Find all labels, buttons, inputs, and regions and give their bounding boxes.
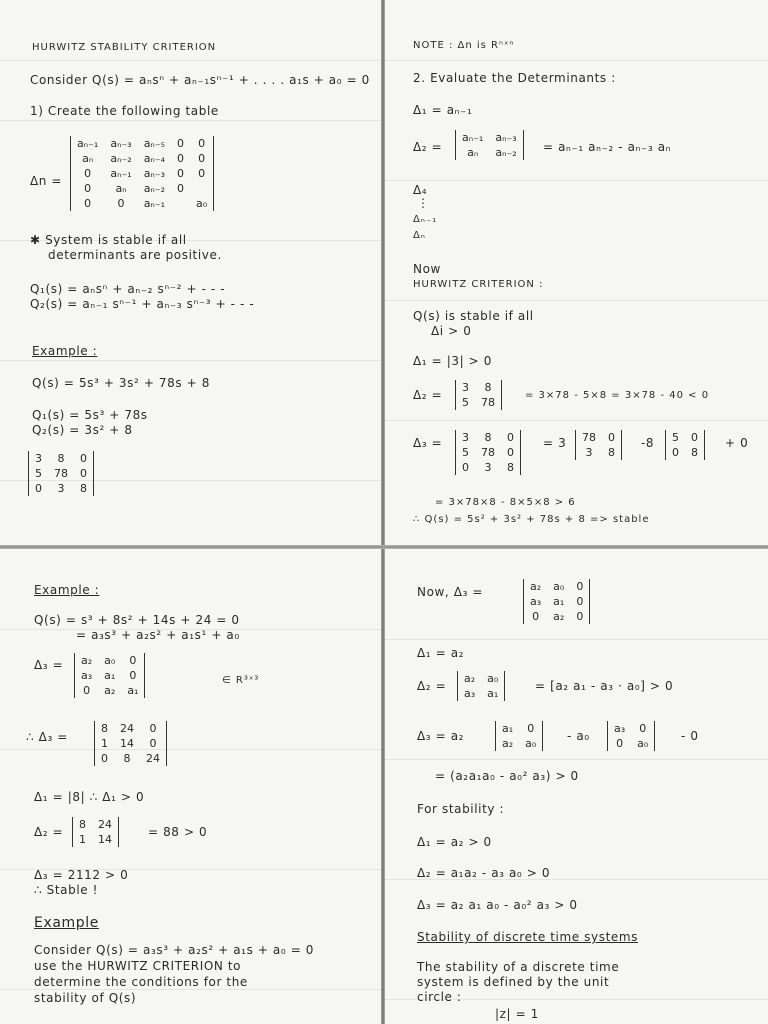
general-minor-1-cell: a₂ bbox=[502, 737, 514, 750]
hurwitz-table-matrix bbox=[70, 136, 214, 211]
general-minor-2-cell: 0 bbox=[616, 737, 624, 750]
discrete-text-3: circle : bbox=[417, 990, 462, 1004]
general-delta-3-cell: 0 bbox=[532, 610, 540, 623]
minor-1-table bbox=[576, 430, 621, 460]
example-heading-3: Example bbox=[34, 915, 99, 931]
delta-2-matrix bbox=[455, 130, 524, 160]
stability-condition-1: Δ₁ = a₂ > 0 bbox=[417, 835, 492, 849]
example-2-delta-3-row bbox=[75, 653, 144, 668]
general-delta-2-table bbox=[458, 671, 504, 701]
for-stability-label: For stability : bbox=[417, 802, 505, 816]
stable-condition-1: Q(s) is stable if all bbox=[413, 309, 534, 323]
example-delta-3-row bbox=[456, 445, 520, 460]
hurwitz-table-cell: 0 bbox=[177, 137, 185, 150]
example-2-numeric-cell: 24 bbox=[120, 722, 134, 735]
example-matrix-table bbox=[29, 451, 93, 496]
delta-2-row bbox=[456, 130, 523, 145]
example-2-numeric-row bbox=[95, 721, 166, 736]
general-minor-2-cell: a₃ bbox=[614, 722, 626, 735]
example-delta-3-row bbox=[456, 460, 520, 475]
example-delta-2-result: = 3×78 - 5×8 = 3×78 - 40 < 0 bbox=[525, 390, 710, 401]
example-2-delta-3-cell: 0 bbox=[83, 684, 91, 697]
stability-condition-3: Δ₃ = a₂ a₁ a₀ - a₀² a₃ > 0 bbox=[417, 898, 578, 912]
example-2-stable: ∴ Stable ! bbox=[34, 883, 99, 897]
general-delta-2-cell: a₂ bbox=[464, 672, 476, 685]
example-2-numeric-row bbox=[95, 736, 166, 751]
example-2-numeric-row bbox=[95, 751, 166, 766]
example-3-text-1: Consider Q(s) = a₃s³ + a₂s² + a₁s + a₀ = 0 bbox=[34, 943, 315, 957]
example-delta-2-matrix bbox=[455, 380, 502, 410]
example-2-q: Q(s) = s³ + 8s² + 14s + 24 = 0 bbox=[34, 613, 240, 627]
hurwitz-table-cell: aₙ₋₄ bbox=[143, 152, 166, 165]
general-minor-1-row bbox=[496, 721, 542, 736]
example-2-delta-3-cell: a₁ bbox=[104, 669, 116, 682]
general-minor-1-matrix bbox=[495, 721, 543, 751]
now-delta-3-label: Now, Δ₃ = bbox=[417, 585, 484, 599]
example-2-delta-2-table bbox=[73, 817, 118, 847]
example-matrix-row bbox=[29, 481, 93, 496]
general-delta-2-cell: a₁ bbox=[487, 687, 499, 700]
general-minor-1-cell: 0 bbox=[527, 722, 535, 735]
delta-2-table bbox=[456, 130, 523, 160]
example-2-delta-3b-label: ∴ Δ₃ = bbox=[26, 730, 68, 744]
unit-circle-equation: |z| = 1 bbox=[495, 1007, 539, 1021]
minor-1-row bbox=[576, 445, 621, 460]
general-minor-2-cell: 0 bbox=[639, 722, 647, 735]
general-minor-1-cell: a₁ bbox=[502, 722, 514, 735]
general-delta-2-row bbox=[458, 671, 504, 686]
example-2-delta-2-cell: 1 bbox=[79, 833, 86, 846]
hurwitz-table-cell: 0 bbox=[84, 167, 92, 180]
hurwitz-criterion-label: HURWITZ CRITERION : bbox=[413, 279, 544, 290]
hurwitz-table-cell: aₙ bbox=[115, 182, 127, 195]
example-delta-3-cell: 3 bbox=[462, 431, 469, 444]
example-matrix-row bbox=[29, 451, 93, 466]
example-q: Q(s) = 5s³ + 3s² + 78s + 8 bbox=[32, 376, 210, 390]
example-matrix-row bbox=[29, 466, 93, 481]
example-2-delta-3-cell: 0 bbox=[129, 654, 137, 667]
example-delta-2-cell: 78 bbox=[481, 396, 495, 409]
general-delta-2-row bbox=[458, 686, 504, 701]
consider-line: Consider Q(s) = aₙsⁿ + aₙ₋₁sⁿ⁻¹ + . . . . a₁s + a₀ = 0 bbox=[30, 73, 370, 87]
delta-2-row bbox=[456, 145, 523, 160]
minor-1-cell: 0 bbox=[608, 431, 615, 444]
example-delta-3-row bbox=[456, 430, 520, 445]
discrete-text-1: The stability of a discrete time bbox=[417, 960, 620, 974]
example-2-delta-3-cell: a₂ bbox=[81, 654, 93, 667]
example-delta-3-result: = 3×78×8 - 8×5×8 > 6 bbox=[435, 497, 576, 508]
notebook-page-top-right bbox=[385, 0, 768, 545]
example-delta-3-label: Δ₃ = bbox=[413, 436, 443, 450]
general-delta-3-matrix bbox=[523, 579, 590, 624]
example-3-text-3: determine the conditions for the bbox=[34, 975, 248, 989]
general-minor-2-matrix bbox=[607, 721, 655, 751]
example-delta-2-cell: 8 bbox=[484, 381, 492, 394]
example-2-delta-2-matrix bbox=[72, 817, 119, 847]
general-delta-3-result: = (a₂a₁a₀ - a₀² a₃) > 0 bbox=[435, 769, 579, 783]
minor-2-cell: 0 bbox=[672, 446, 679, 459]
minor-2-row bbox=[666, 445, 704, 460]
general-delta-3-row bbox=[524, 579, 589, 594]
example-2-numeric-cell: 1 bbox=[101, 737, 108, 750]
hurwitz-table-cell: 0 bbox=[177, 182, 185, 195]
general-delta-2-cell: a₃ bbox=[464, 687, 476, 700]
delta-2-cell: aₙ₋₃ bbox=[495, 131, 517, 144]
hurwitz-table-row bbox=[71, 196, 213, 211]
example-matrix-cell: 3 bbox=[57, 482, 65, 495]
general-delta-1: Δ₁ = a₂ bbox=[417, 646, 465, 660]
conclusion-stable: ∴ Q(s) = 5s² + 3s² + 78s + 8 => stable bbox=[413, 514, 650, 525]
general-delta-3-row bbox=[524, 609, 589, 624]
general-delta-2-matrix bbox=[457, 671, 505, 701]
example-2-delta-3-row bbox=[75, 683, 144, 698]
hurwitz-table-cell: aₙ₋₂ bbox=[110, 152, 132, 165]
general-expansion-mid: - a₀ bbox=[567, 729, 590, 743]
example-2-delta-3-cell: 0 bbox=[129, 669, 137, 682]
example-matrix-cell: 3 bbox=[35, 452, 42, 465]
example-2-delta-3-matrix bbox=[74, 653, 145, 698]
example-2-q-form: = a₃s³ + a₂s² + a₁s¹ + a₀ bbox=[76, 628, 240, 642]
hurwitz-table-cell: aₙ₋₃ bbox=[143, 167, 166, 180]
example-matrix-cell: 78 bbox=[54, 467, 68, 480]
now-label: Now bbox=[413, 262, 441, 276]
hurwitz-table-row bbox=[71, 136, 213, 151]
hurwitz-table-cell: aₙ₋₃ bbox=[110, 137, 132, 150]
example-matrix-cell: 0 bbox=[80, 452, 87, 465]
minor-1-cell: 78 bbox=[582, 431, 596, 444]
example-2-numeric-matrix bbox=[94, 721, 167, 766]
general-minor-2-row bbox=[608, 721, 654, 736]
delta-2-result: = aₙ₋₁ aₙ₋₂ - aₙ₋₃ aₙ bbox=[543, 140, 672, 154]
hurwitz-table-cell: 0 bbox=[177, 167, 185, 180]
example-delta-3-cell: 8 bbox=[484, 431, 492, 444]
hurwitz-table-cell: 0 bbox=[198, 152, 206, 165]
delta-n-label: Δn = bbox=[30, 174, 63, 188]
hurwitz-table-cell bbox=[190, 181, 213, 196]
hurwitz-table-cell: aₙ₋₅ bbox=[143, 137, 166, 150]
general-delta-2-result: = [a₂ a₁ - a₃ · a₀] > 0 bbox=[535, 679, 674, 693]
hurwitz-table bbox=[71, 136, 213, 211]
example-q2: Q₂(s) = 3s² + 8 bbox=[32, 423, 133, 437]
stability-note-1: ✱ System is stable if all bbox=[30, 233, 187, 247]
general-minor-2-cell: a₀ bbox=[637, 737, 649, 750]
notebook-page-bottom-right bbox=[385, 549, 768, 1024]
minor-1-cell: 3 bbox=[585, 446, 593, 459]
hurwitz-table-cell: aₙ₋₁ bbox=[143, 197, 166, 210]
hurwitz-table-cell: 0 bbox=[198, 137, 206, 150]
minor-2-cell: 5 bbox=[672, 431, 679, 444]
example-2-delta-2-row bbox=[73, 817, 118, 832]
example-2-numeric-cell: 8 bbox=[101, 722, 108, 735]
ellipsis: ⋮ bbox=[417, 196, 430, 210]
example-2-delta-3-cell: a₂ bbox=[104, 684, 116, 697]
example-2-delta-2-label: Δ₂ = bbox=[34, 825, 64, 839]
general-delta-3-cell: 0 bbox=[576, 595, 584, 608]
example-delta-2-row bbox=[456, 380, 501, 395]
example-2-delta-2-result: = 88 > 0 bbox=[148, 825, 208, 839]
example-delta-3-cell: 8 bbox=[507, 461, 514, 474]
general-delta-3-cell: 0 bbox=[576, 580, 584, 593]
hurwitz-table-row bbox=[71, 151, 213, 166]
minor-2-matrix bbox=[665, 430, 705, 460]
step-create-table: 1) Create the following table bbox=[30, 104, 219, 118]
delta-1: Δ₁ = aₙ₋₁ bbox=[413, 103, 473, 117]
minor-2-table bbox=[666, 430, 704, 460]
delta-2-cell: aₙ bbox=[467, 146, 479, 159]
discrete-systems-heading: Stability of discrete time systems bbox=[417, 930, 639, 944]
example-2-delta-2-cell: 24 bbox=[98, 818, 112, 831]
example-delta-3-matrix bbox=[455, 430, 521, 475]
example-q1: Q₁(s) = 5s³ + 78s bbox=[32, 408, 148, 422]
example-delta-3-cell: 5 bbox=[462, 446, 469, 459]
example-2-delta-3-value: Δ₃ = 2112 > 0 bbox=[34, 868, 129, 882]
general-delta-3-cell: a₁ bbox=[553, 595, 565, 608]
general-delta-2-cell: a₀ bbox=[487, 672, 499, 685]
example-2-numeric-cell: 8 bbox=[123, 752, 131, 765]
page-fold-horizontal bbox=[0, 545, 768, 549]
example-2-delta-3-cell: a₁ bbox=[127, 684, 139, 697]
minor-2-row bbox=[666, 430, 704, 445]
delta-2-cell: aₙ₋₂ bbox=[495, 146, 517, 159]
general-minor-1-row bbox=[496, 736, 542, 751]
minor-1-row bbox=[576, 430, 621, 445]
delta-n-1: Δₙ₋₁ bbox=[413, 214, 438, 225]
general-delta-3-cell: 0 bbox=[576, 610, 584, 623]
hurwitz-table-cell: a₀ bbox=[196, 197, 208, 210]
example-delta-2-cell: 5 bbox=[462, 396, 469, 409]
notebook-page-bottom-left bbox=[0, 549, 381, 1024]
example-matrix-cell: 0 bbox=[35, 482, 42, 495]
hurwitz-table-cell bbox=[171, 196, 190, 211]
example-delta-3-cell: 78 bbox=[481, 446, 495, 459]
cofactor-eq-1: = 3 bbox=[543, 436, 567, 450]
hurwitz-table-cell: 0 bbox=[117, 197, 125, 210]
hurwitz-table-cell: 0 bbox=[177, 152, 185, 165]
example-delta-2-cell: 3 bbox=[462, 381, 469, 394]
example-2-delta-2-cell: 14 bbox=[98, 833, 112, 846]
q2-definition: Q₂(s) = aₙ₋₁ sⁿ⁻¹ + aₙ₋₃ sⁿ⁻³ + - - - bbox=[30, 297, 255, 311]
example-delta-3-cell: 0 bbox=[462, 461, 469, 474]
example-delta-2-label: Δ₂ = bbox=[413, 388, 443, 402]
minor-2-cell: 8 bbox=[691, 446, 698, 459]
stability-condition-2: Δ₂ = a₁a₂ - a₃ a₀ > 0 bbox=[417, 866, 551, 880]
general-minor-1-cell: a₀ bbox=[525, 737, 537, 750]
step-evaluate: 2. Evaluate the Determinants : bbox=[413, 71, 616, 85]
example-2-delta-3-table bbox=[75, 653, 144, 698]
example-2-delta-3-cell: a₀ bbox=[104, 654, 116, 667]
example-2-delta-3-row bbox=[75, 668, 144, 683]
example-2-delta-3-label: Δ₃ = bbox=[34, 658, 64, 672]
general-minor-2-row bbox=[608, 736, 654, 751]
example-delta-3-cell: 3 bbox=[484, 461, 492, 474]
hurwitz-table-cell: aₙ bbox=[82, 152, 94, 165]
delta-2-label: Δ₂ = bbox=[413, 140, 443, 154]
example-2-numeric-cell: 14 bbox=[120, 737, 134, 750]
general-delta-3-cell: a₀ bbox=[553, 580, 565, 593]
general-delta-3-cell: a₂ bbox=[530, 580, 542, 593]
example-delta-2-table bbox=[456, 380, 501, 410]
hurwitz-table-cell: aₙ₋₁ bbox=[77, 137, 99, 150]
general-delta-2-label: Δ₂ = bbox=[417, 679, 447, 693]
example-delta-2-row bbox=[456, 395, 501, 410]
general-delta-3-cell: a₃ bbox=[530, 595, 542, 608]
delta-2-cell: aₙ₋₁ bbox=[462, 131, 484, 144]
page-fold-vertical bbox=[381, 0, 385, 1024]
example-2-numeric-cell: 0 bbox=[149, 722, 157, 735]
hurwitz-table-cell: 0 bbox=[198, 167, 206, 180]
q1-definition: Q₁(s) = aₙsⁿ + aₙ₋₂ sⁿ⁻² + - - - bbox=[30, 282, 226, 296]
hurwitz-table-row bbox=[71, 166, 213, 181]
hurwitz-table-row bbox=[71, 181, 213, 196]
example-matrix-cell: 5 bbox=[35, 467, 42, 480]
example-2-delta-1: Δ₁ = |8| ∴ Δ₁ > 0 bbox=[34, 790, 145, 804]
general-delta-3-table bbox=[524, 579, 589, 624]
general-delta-3-cell: a₂ bbox=[553, 610, 565, 623]
delta-n: Δₙ bbox=[413, 230, 426, 241]
example-2-numeric-cell: 24 bbox=[146, 752, 160, 765]
stable-condition-2: Δi > 0 bbox=[431, 324, 472, 338]
minor-1-matrix bbox=[575, 430, 622, 460]
cofactor-eq-2: -8 bbox=[641, 436, 655, 450]
example-2-delta-2-row bbox=[73, 832, 118, 847]
example-delta-3-table bbox=[456, 430, 520, 475]
hurwitz-table-cell: aₙ₋₂ bbox=[143, 182, 166, 195]
example-matrix-cell: 0 bbox=[80, 467, 87, 480]
example-delta-3-cell: 0 bbox=[507, 431, 514, 444]
example-matrix bbox=[28, 451, 94, 496]
example-2-numeric-cell: 0 bbox=[101, 752, 108, 765]
example-3-text-2: use the HURWITZ CRITERION to bbox=[34, 959, 242, 973]
example-matrix-cell: 8 bbox=[80, 482, 87, 495]
example-delta-3-cell: 0 bbox=[507, 446, 514, 459]
page-title: HURWITZ STABILITY CRITERION bbox=[32, 42, 217, 53]
general-delta-3-row bbox=[524, 594, 589, 609]
example-2-delta-2-cell: 8 bbox=[79, 818, 86, 831]
general-delta-3-expansion-label: Δ₃ = a₂ bbox=[417, 729, 465, 743]
hurwitz-table-cell: aₙ₋₁ bbox=[110, 167, 132, 180]
hurwitz-table-cell: 0 bbox=[84, 197, 92, 210]
general-expansion-end: - 0 bbox=[681, 729, 699, 743]
example-3-text-4: stability of Q(s) bbox=[34, 991, 137, 1005]
note-line: NOTE : Δn is Rⁿˣⁿ bbox=[413, 40, 515, 51]
example-2-numeric-table bbox=[95, 721, 166, 766]
notebook-page-top-left bbox=[0, 0, 381, 545]
discrete-text-2: system is defined by the unit bbox=[417, 975, 610, 989]
general-minor-2-table bbox=[608, 721, 654, 751]
example-matrix-cell: 8 bbox=[57, 452, 65, 465]
example-2-delta-3-cell: a₃ bbox=[81, 669, 93, 682]
delta-4: Δ₄ bbox=[413, 183, 428, 197]
minor-2-cell: 0 bbox=[691, 431, 698, 444]
stability-note-2: determinants are positive. bbox=[48, 248, 222, 262]
minor-1-cell: 8 bbox=[608, 446, 615, 459]
example-heading-2: Example : bbox=[34, 583, 100, 597]
dimension-note: ∈ R³ˣ³ bbox=[222, 675, 260, 686]
cofactor-eq-3: + 0 bbox=[725, 436, 749, 450]
hurwitz-table-cell: 0 bbox=[84, 182, 92, 195]
general-minor-1-table bbox=[496, 721, 542, 751]
example-2-numeric-cell: 0 bbox=[149, 737, 157, 750]
example-delta-1: Δ₁ = |3| > 0 bbox=[413, 354, 492, 368]
example-heading: Example : bbox=[32, 344, 98, 358]
